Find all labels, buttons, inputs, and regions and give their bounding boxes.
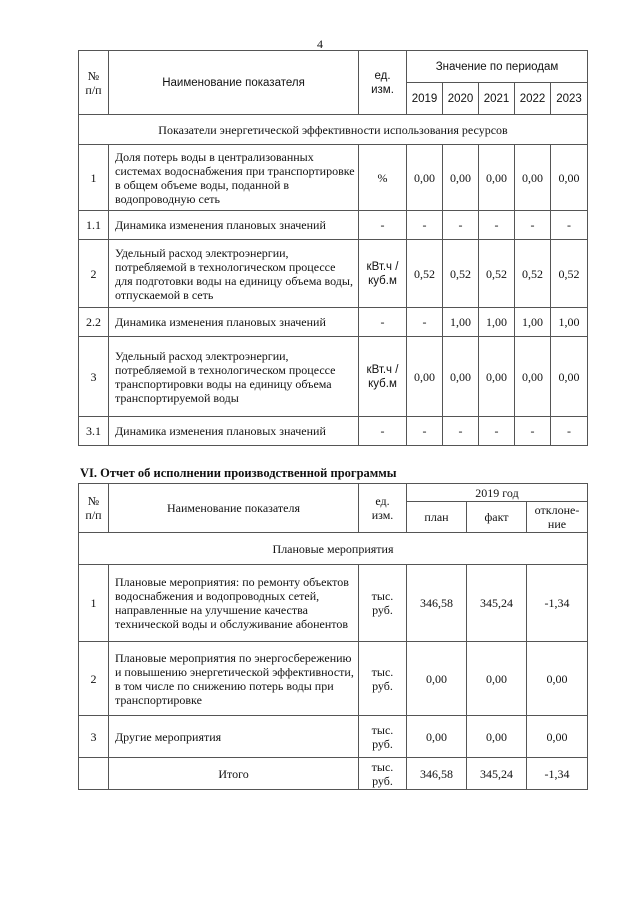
row-value: 0,00 [443, 337, 479, 417]
row-value: 1,00 [515, 308, 551, 337]
row-num: 3.1 [79, 417, 109, 446]
table-row [79, 337, 588, 417]
row-value: 0,52 [479, 240, 515, 308]
table-row [79, 145, 588, 211]
table-row [79, 240, 588, 308]
header-name: Наименование показателя [109, 51, 359, 115]
row-value: - [443, 211, 479, 240]
row-name: Плановые мероприятия по энергосбережению и повышению энергетической эффективности, в том числе по снижению потерь воды при транспортировке [109, 642, 359, 716]
row-plan: 0,00 [407, 716, 467, 758]
row-value: 0,52 [407, 240, 443, 308]
header-year: 2020 [443, 83, 479, 115]
total-num [79, 758, 109, 790]
row-value: - [479, 417, 515, 446]
row-fact: 345,24 [467, 565, 527, 642]
row-value: 0,00 [479, 337, 515, 417]
row-value: 0,52 [515, 240, 551, 308]
header-year: 2023 [551, 83, 588, 115]
row-unit: кВт.ч / куб.м [359, 240, 407, 308]
row-name: Плановые мероприятия: по ремонту объектов водоснабжения и водопроводных сетей, направленные на улучшение качества технической воды и обслуживание абонентов [109, 565, 359, 642]
row-value: - [551, 211, 588, 240]
row-num: 3 [79, 716, 109, 758]
row-value: - [443, 417, 479, 446]
row-value: 0,00 [479, 145, 515, 211]
table-row [79, 211, 588, 240]
header-year: 2019 [407, 83, 443, 115]
header-unit: ед. изм. [359, 51, 407, 115]
header-periods: Значение по периодам [407, 51, 588, 83]
section-title: VI. Отчет об исполнении производственной программы [80, 466, 397, 480]
header-unit: ед. изм. [359, 484, 407, 533]
header-name: Наименование показателя [109, 484, 359, 533]
row-name: Динамика изменения плановых значений [109, 417, 359, 446]
row-value: 0,00 [407, 145, 443, 211]
row-num: 2.2 [79, 308, 109, 337]
row-value: 0,52 [443, 240, 479, 308]
row-value: 0,00 [551, 145, 588, 211]
total-unit: тыс. руб. [359, 758, 407, 790]
row-value: 1,00 [443, 308, 479, 337]
header-plan: план [407, 502, 467, 533]
row-name: Удельный расход электроэнергии, потребляемой в технологическом процессе транспортировки воды на единицу объема транспортируемой воды [109, 337, 359, 417]
page-number: 4 [317, 37, 323, 51]
table-row [79, 417, 588, 446]
table-row [79, 565, 588, 642]
row-deviation: 0,00 [527, 642, 588, 716]
header-deviation: отклоне- ние [527, 502, 588, 533]
row-unit: тыс. руб. [359, 642, 407, 716]
row-value: 0,00 [551, 337, 588, 417]
row-deviation: -1,34 [527, 565, 588, 642]
row-unit: % [359, 145, 407, 211]
row-name: Динамика изменения плановых значений [109, 308, 359, 337]
total-deviation: -1,34 [527, 758, 588, 790]
row-name: Удельный расход электроэнергии, потребляемой в технологическом процессе для подготовки воды на единицу объема воды, отпускаемой в сеть [109, 240, 359, 308]
total-name: Итого [109, 758, 359, 790]
header-year: 2021 [479, 83, 515, 115]
row-num: 3 [79, 337, 109, 417]
row-value: - [551, 417, 588, 446]
row-value: 0,00 [515, 145, 551, 211]
row-fact: 0,00 [467, 716, 527, 758]
row-num: 1 [79, 565, 109, 642]
header-year: 2022 [515, 83, 551, 115]
row-unit: - [359, 308, 407, 337]
header-year: 2019 год [407, 484, 588, 502]
row-value: - [479, 211, 515, 240]
row-unit: кВт.ч / куб.м [359, 337, 407, 417]
table-row [79, 716, 588, 758]
row-value: 1,00 [479, 308, 515, 337]
row-value: - [515, 211, 551, 240]
header-num: № п/п [79, 484, 109, 533]
row-value: 0,00 [515, 337, 551, 417]
row-name: Другие мероприятия [109, 716, 359, 758]
row-plan: 346,58 [407, 565, 467, 642]
row-plan: 0,00 [407, 642, 467, 716]
row-value: - [407, 417, 443, 446]
header-num: № п/п [79, 51, 109, 115]
row-name: Доля потерь воды в централизованных системах водоснабжения при транспортировке в общем объеме воды, поданной в водопроводную сеть [109, 145, 359, 211]
total-plan: 346,58 [407, 758, 467, 790]
row-num: 1.1 [79, 211, 109, 240]
row-value: - [407, 308, 443, 337]
table-row [79, 642, 588, 716]
total-row [79, 758, 588, 790]
table-row [79, 308, 588, 337]
row-value: 0,00 [407, 337, 443, 417]
row-unit: - [359, 417, 407, 446]
section-row: Показатели энергетической эффективности использования ресурсов [79, 115, 588, 145]
row-unit: - [359, 211, 407, 240]
row-value: 0,00 [443, 145, 479, 211]
section-row: Плановые мероприятия [79, 533, 588, 565]
row-num: 2 [79, 642, 109, 716]
production-program-report-table [78, 483, 588, 790]
row-name: Динамика изменения плановых значений [109, 211, 359, 240]
row-value: - [515, 417, 551, 446]
row-fact: 0,00 [467, 642, 527, 716]
row-value: 1,00 [551, 308, 588, 337]
total-fact: 345,24 [467, 758, 527, 790]
header-fact: факт [467, 502, 527, 533]
row-value: 0,52 [551, 240, 588, 308]
row-unit: тыс. руб. [359, 716, 407, 758]
row-value: - [407, 211, 443, 240]
energy-efficiency-table [78, 50, 588, 446]
row-num: 1 [79, 145, 109, 211]
row-deviation: 0,00 [527, 716, 588, 758]
row-unit: тыс. руб. [359, 565, 407, 642]
row-num: 2 [79, 240, 109, 308]
